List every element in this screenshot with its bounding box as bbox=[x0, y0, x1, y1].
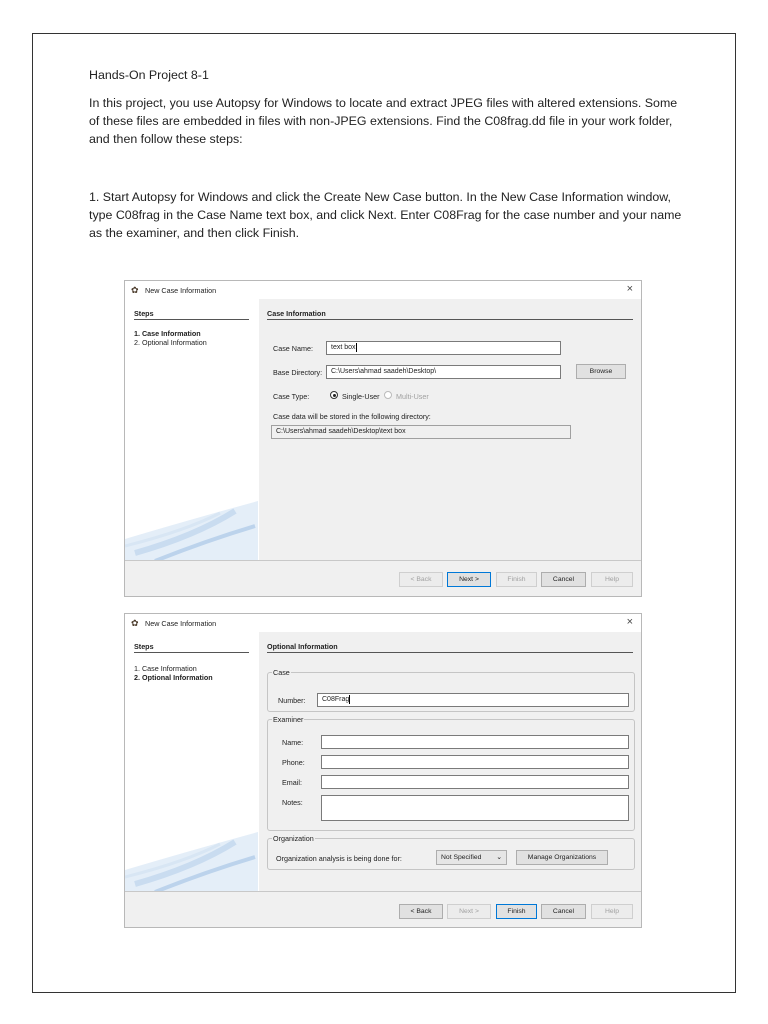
content-pane bbox=[259, 632, 641, 892]
step-case-information: 1. Case Information bbox=[134, 664, 197, 673]
help-button[interactable]: Help bbox=[591, 572, 633, 587]
cancel-button[interactable]: Cancel bbox=[541, 572, 586, 587]
name-label: Name: bbox=[282, 738, 304, 747]
window-title: New Case Information bbox=[145, 286, 217, 295]
step-optional-information: 2. Optional Information bbox=[134, 673, 213, 682]
finish-button[interactable]: Finish bbox=[496, 904, 537, 919]
section-title: Case Information bbox=[267, 309, 633, 320]
close-icon[interactable]: × bbox=[626, 616, 633, 628]
autopsy-app-icon: ✿ bbox=[131, 618, 139, 628]
examiner-phone-input[interactable] bbox=[321, 755, 629, 769]
step-case-information: 1. Case Information bbox=[134, 329, 201, 338]
intro-paragraph: In this project, you use Autopsy for Windows to locate and extract JPEG files with altered extensions. Some of these files are embedded in files with non-JPEG extensions. Find the C08frag.dd file in your work folder, and then follow these steps: bbox=[89, 96, 678, 146]
steps-header: Steps bbox=[134, 309, 249, 320]
single-user-radio[interactable] bbox=[330, 391, 338, 399]
case-group-title: Case bbox=[273, 668, 290, 677]
notes-label: Notes: bbox=[282, 798, 303, 807]
multi-user-label: Multi-User bbox=[396, 392, 429, 401]
content-pane bbox=[259, 299, 641, 561]
autopsy-app-icon: ✿ bbox=[131, 285, 139, 295]
organization-group bbox=[267, 834, 635, 870]
number-label: Number: bbox=[278, 696, 306, 705]
case-name-input[interactable]: text box bbox=[326, 341, 561, 355]
step-optional-information: 2. Optional Information bbox=[134, 338, 207, 347]
case-group bbox=[267, 668, 635, 712]
organization-group-title: Organization bbox=[273, 834, 314, 843]
new-case-dialog-optional-info bbox=[124, 613, 642, 928]
case-name-label: Case Name: bbox=[273, 344, 313, 353]
step-1-paragraph: 1. Start Autopsy for Windows and click the Create New Case button. In the New Case Information window, type C08frag in the Case Name text box, and click Next. Enter C08Frag for the case number and your name as the examiner, and then click Finish. bbox=[89, 190, 682, 240]
email-label: Email: bbox=[282, 778, 302, 787]
chevron-down-icon: ⌄ bbox=[496, 854, 502, 861]
help-button[interactable]: Help bbox=[591, 904, 633, 919]
storage-path-field: C:\Users\ahmad saadeh\Desktop\text box bbox=[271, 425, 571, 439]
single-user-label: Single-User bbox=[342, 392, 380, 401]
case-number-input[interactable]: C08Frag bbox=[317, 693, 629, 707]
examiner-name-input[interactable] bbox=[321, 735, 629, 749]
title-bar bbox=[125, 614, 641, 632]
base-directory-input[interactable]: C:\Users\ahmad saadeh\Desktop\ bbox=[326, 365, 561, 379]
case-type-label: Case Type: bbox=[273, 392, 310, 401]
project-title: Hands-On Project 8-1 bbox=[89, 68, 209, 82]
back-button[interactable]: < Back bbox=[399, 904, 443, 919]
steps-pane bbox=[125, 299, 258, 561]
organization-label: Organization analysis is being done for: bbox=[276, 854, 402, 863]
base-directory-label: Base Directory: bbox=[273, 368, 323, 377]
cancel-button[interactable]: Cancel bbox=[541, 904, 586, 919]
examiner-group-title: Examiner bbox=[273, 715, 304, 724]
wizard-decoration-image bbox=[125, 491, 258, 561]
manage-organizations-button[interactable]: Manage Organizations bbox=[516, 850, 608, 865]
steps-pane bbox=[125, 632, 258, 892]
button-bar bbox=[125, 891, 641, 927]
button-bar bbox=[125, 560, 641, 596]
phone-label: Phone: bbox=[282, 758, 305, 767]
back-button[interactable]: < Back bbox=[399, 572, 443, 587]
window-title: New Case Information bbox=[145, 619, 217, 628]
finish-button[interactable]: Finish bbox=[496, 572, 537, 587]
examiner-group bbox=[267, 715, 635, 831]
new-case-dialog-case-info bbox=[124, 280, 642, 597]
browse-button[interactable]: Browse bbox=[576, 364, 626, 379]
examiner-notes-textarea[interactable] bbox=[321, 795, 629, 821]
title-bar bbox=[125, 281, 641, 299]
close-icon[interactable]: × bbox=[626, 283, 633, 295]
multi-user-radio[interactable] bbox=[384, 391, 392, 399]
storage-note: Case data will be stored in the following directory: bbox=[273, 412, 431, 421]
organization-select[interactable]: Not Specified ⌄ bbox=[436, 850, 507, 865]
wizard-decoration-image bbox=[125, 822, 258, 892]
examiner-email-input[interactable] bbox=[321, 775, 629, 789]
section-title: Optional Information bbox=[267, 642, 633, 653]
next-button[interactable]: Next > bbox=[447, 572, 491, 587]
steps-header: Steps bbox=[134, 642, 249, 653]
next-button[interactable]: Next > bbox=[447, 904, 491, 919]
